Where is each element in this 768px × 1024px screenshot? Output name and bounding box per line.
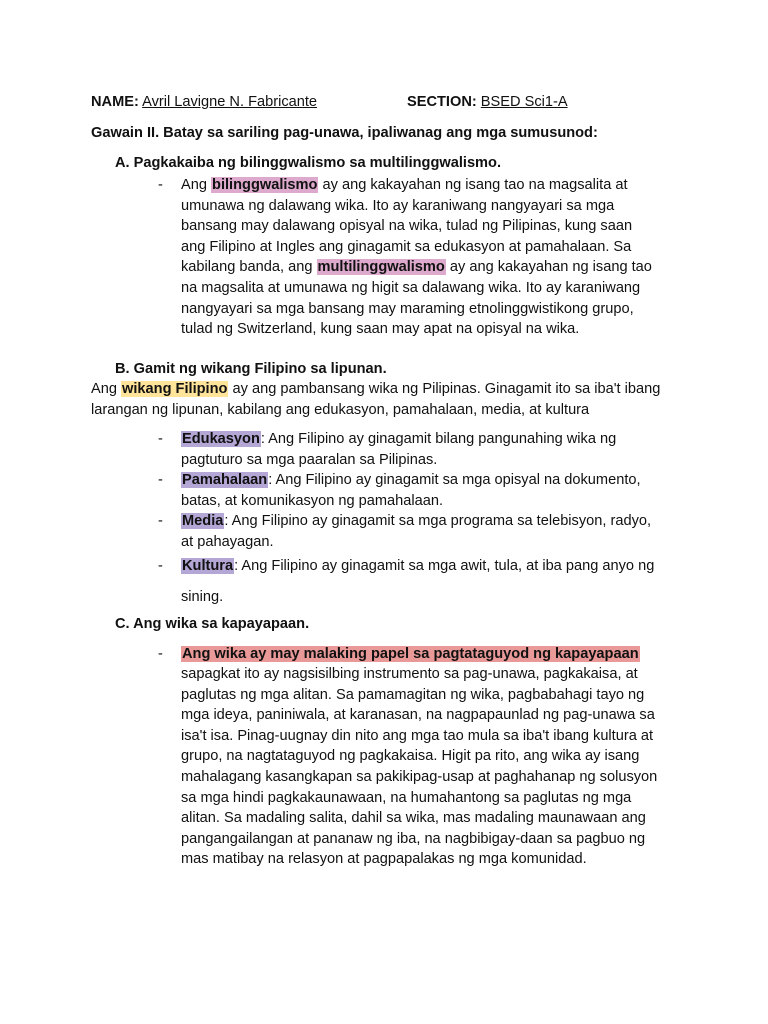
section-c-body: sapagkat ito ay nagsisilbing instrumento sa pag-unawa, pagkakaisa, at paglutas ng mga alitan. Sa pamamagitan ng wika, pagbabahagi tayo ng mga ideya, paniniwala, at karanasan, na nagpapaunlad ng pag-unawa sa isa't isa. Pinag-uugnay din nito ang mga tao mula sa iba't ibang kultura at grupo, na nagtataguyod ng pagkakaisa. Higit pa rito, ang wika ay isang mahalagang kasangkapan sa pakikipag-usap at paghahanap ng solusyon sa mga hindi pagkakaunawaan, na humahantong sa paglutas ng mga alitan. Sa madaling salita, dahil sa wika, mas madaling maunawaan ang pangangailangan at pananaw ng iba, na nagbibigay-daan sa pagbuo ng mas matibay na relasyon at pagpapalakas ng mga komunidad. (181, 666, 658, 868)
bullet-dash: - (158, 513, 163, 529)
section-a-paragraph: Ang bilinggwalismo ay ang kakayahan ng isang tao na magsalita at umunawa ng dalawang wika. Ito ay karaniwang nangyayari sa mga bansang may dalawang opisyal na wika, tulad ng Pilipinas, kung saan ang Filipino at Ingles ang ginagamit sa edukasyon at pamahalaan. Sa kabilang banda, ang multilinggwalismo ay ang kakayahan ng isang tao na magsalita at umunawa ng higit sa dalawang wika. Ito ay karaniwang nangyayari sa mga bansang may maraming etnolinggwistikong grupo, tulad ng Switzerland, kung saan may apat na opisyal na wika. (181, 177, 652, 338)
section-value: BSED Sci1-A (480, 94, 568, 110)
term-bilinggwalismo: bilinggwalismo (212, 177, 318, 193)
list-item-edukasyon: Edukasyon: Ang Filipino ay ginagamit bilang pangunahing wika ng pagtuturo sa mga paaralan sa Pilipinas. (181, 431, 617, 468)
section-b-heading: B. Gamit ng wikang Filipino sa lipunan. (115, 361, 387, 377)
bullet-dash: - (158, 431, 163, 447)
list-item-pamahalaan: Pamahalaan: Ang Filipino ay ginagamit sa mga opisyal na dokumento, batas, at komunikasyon ng pamahalaan. (181, 472, 641, 509)
list-item-media: Media: Ang Filipino ay ginagamit sa mga programa sa telebisyon, radyo, at pahayagan. (181, 513, 652, 550)
term-pamahalaan: Pamahalaan (182, 472, 268, 488)
term-kultura: Kultura (182, 558, 234, 574)
bullet-dash: - (158, 472, 163, 488)
section-c-highlight-line (181, 644, 640, 664)
list-item-kultura: Kultura: Ang Filipino ay ginagamit sa mga awit, tula, at iba pang anyo ng (182, 558, 655, 574)
kultura-continuation: sining. (181, 589, 224, 605)
term-wikang-filipino: wikang Filipino (122, 381, 228, 397)
term-media: Media (182, 513, 224, 529)
instruction: Gawain II. Batay sa sariling pag-unawa, ipaliwanag ang mga sumusunod: (91, 125, 598, 141)
bullet-dash: - (158, 646, 163, 662)
bullet-dash: - (158, 558, 163, 574)
section-line (407, 92, 568, 112)
name-value: Avril Lavigne N. Fabricante (142, 94, 318, 110)
name-line (91, 92, 317, 112)
section-a-heading: A. Pagkakaiba ng bilinggwalismo sa multilinggwalismo. (115, 155, 502, 171)
section-label: SECTION: (407, 94, 477, 110)
name-label: NAME: (91, 94, 139, 110)
term-wika-kapayapaan: Ang wika ay may malaking papel sa pagtataguyod ng kapayapaan (182, 646, 639, 662)
term-edukasyon: Edukasyon (182, 431, 260, 447)
term-multilinggwalismo: multilinggwalismo (317, 259, 445, 276)
section-b-intro: Ang wikang Filipino ay ang pambansang wika ng Pilipinas. Ginagamit ito sa iba't ibang larangan ng lipunan, kabilang ang edukasyon, pamahalaan, media, at kultura (91, 381, 661, 418)
bullet-dash: - (158, 177, 163, 193)
section-c-heading: C. Ang wika sa kapayapaan. (115, 616, 310, 632)
